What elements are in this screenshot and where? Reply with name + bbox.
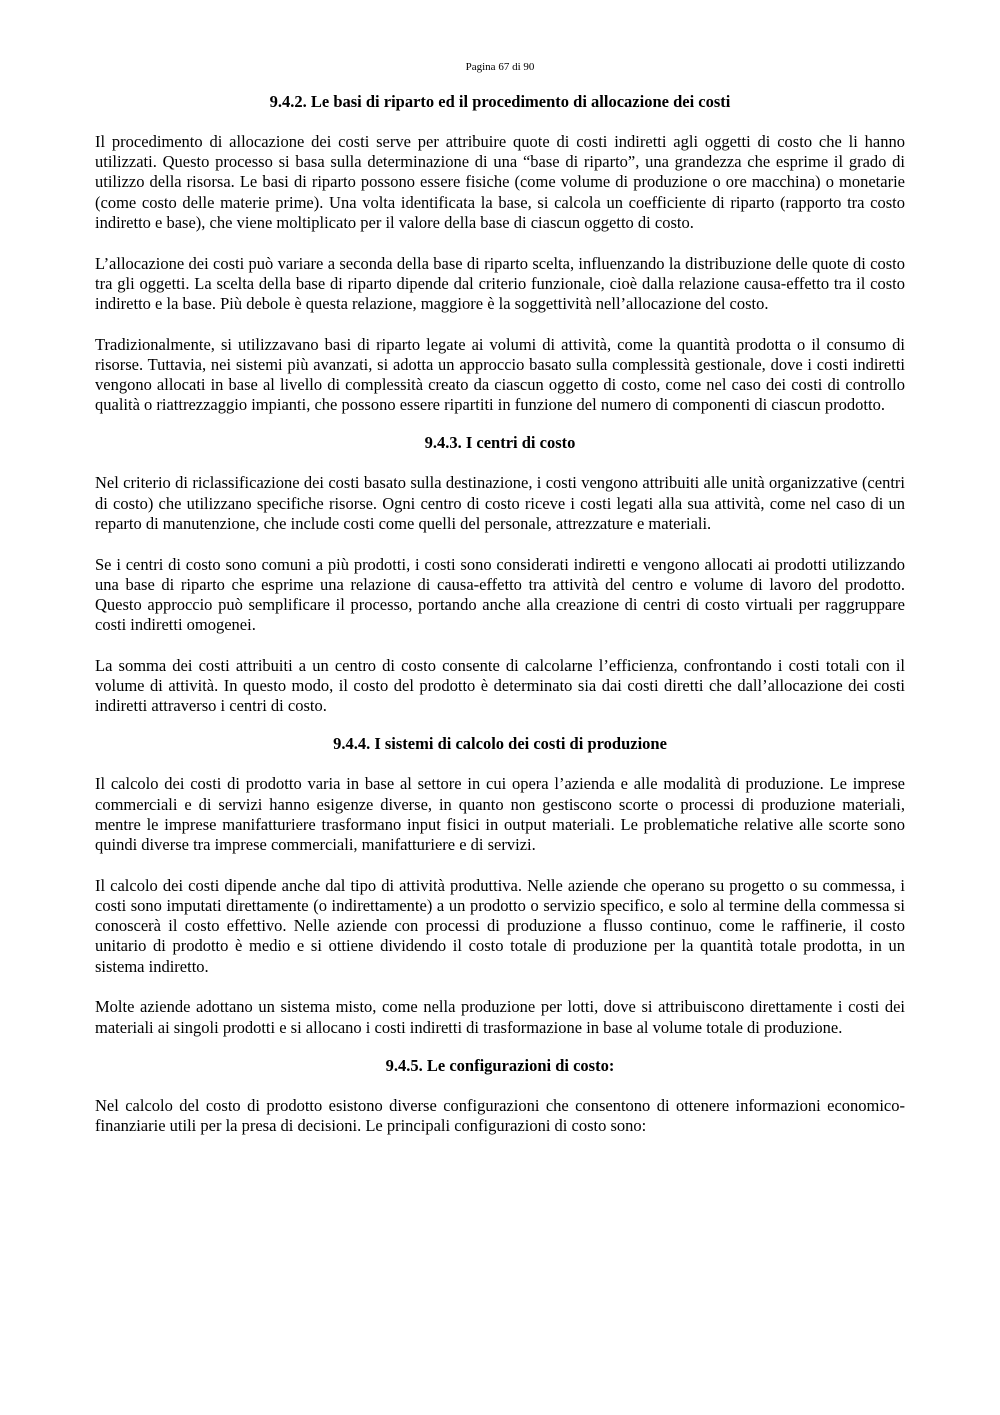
page-number: Pagina 67 di 90: [465, 61, 535, 73]
section-9-4-3: [95, 433, 905, 716]
section-9-4-2: [95, 92, 905, 415]
page-content: [95, 92, 905, 1157]
section-heading: 9.4.2. Le basi di riparto ed il procedimento di allocazione dei costi: [269, 92, 731, 111]
paragraph: Molte aziende adottano un sistema misto, come nella produzione per lotti, dove si attribuiscono direttamente i costi dei materiali ai singoli prodotti e si allocano i costi indiretti di trasformazione in base al volume totale di produzione.: [95, 997, 905, 1037]
paragraph: Il procedimento di allocazione dei costi serve per attribuire quote di costi indiretti agli oggetti di costo che li hanno utilizzati. Questo processo si basa sulla determinazione di una “base di riparto”, una grandezza che esprime il grado di utilizzo della risorsa. Le basi di riparto possono essere fisiche (come volume di produzione o ore macchina) o monetarie (come costo delle materie prime). Una volta identificata la base, si calcola un coefficiente di riparto (rapporto tra costo indiretto e base), che viene moltiplicato per il valore della base di ciascun oggetto di costo.: [95, 132, 905, 232]
paragraph: Il calcolo dei costi dipende anche dal tipo di attività produttiva. Nelle aziende che operano su progetto o su commessa, i costi sono imputati direttamente (o indirettamente) a un prodotto o servizio specifico, e solo al termine della commessa si conoscerà il costo effettivo. Nelle aziende con processi di produzione a flusso continuo, come le raffinerie, il costo unitario di prodotto è medio e si ottiene dividendo il costo totale di produzione per la quantità totale prodotta, in un sistema indiretto.: [95, 875, 905, 976]
paragraph: Il calcolo dei costi di prodotto varia in base al settore in cui opera l’azienda e alle modalità di produzione. Le imprese commerciali e di servizi hanno esigenze diverse, in quanto non gestiscono scorte o processi di produzione materiali, mentre le imprese manifatturiere trasformano input fisici in output materiali. Le problematiche relative alle scorte sono quindi diverse tra imprese commerciali, manifatturiere e di servizi.: [95, 774, 905, 855]
paragraph: Se i centri di costo sono comuni a più prodotti, i costi sono considerati indiretti e vengono allocati ai prodotti utilizzando una base di riparto che esprime una relazione di causa-effetto tra attività del centro e volume di lavoro del prodotto. Questo approccio può semplificare il processo, portando anche alla creazione di centri di costo virtuali per raggruppare costi indiretti omogenei.: [95, 554, 905, 635]
paragraph: Tradizionalmente, si utilizzavano basi di riparto legate ai volumi di attività, come la quantità prodotta o il consumo di risorse. Tuttavia, nei sistemi più avanzati, si adotta un approccio basato sulla complessità gestionale, dove i costi indiretti vengono allocati in base al livello di complessità creato da ciascun oggetto di costo, come nel caso dei costi di controllo qualità o riattrezzaggio impianti, che possono essere ripartiti in funzione del numero di componenti di ciascun prodotto.: [95, 334, 905, 415]
section-heading: 9.4.5. Le configurazioni di costo:: [385, 1055, 615, 1075]
section-heading: 9.4.4. I sistemi di calcolo dei costi di produzione: [333, 734, 667, 754]
paragraph: Nel calcolo del costo di prodotto esistono diverse configurazioni che consentono di ottenere informazioni economico-finanziarie utili per la presa di decisioni. Le principali configurazioni di costo sono:: [95, 1095, 905, 1135]
paragraph: L’allocazione dei costi può variare a seconda della base di riparto scelta, influenzando la distribuzione delle quote di costo tra gli oggetti. La scelta della base di riparto dipende dal criterio funzionale, cioè dalla relazione causa-effetto tra il costo indiretto e la base. Più debole è questa relazione, maggiore è la soggettività nell’allocazione del costo.: [95, 253, 905, 313]
section-heading: 9.4.3. I centri di costo: [424, 433, 576, 453]
paragraph: Nel criterio di riclassificazione dei costi basato sulla destinazione, i costi vengono attribuiti alle unità organizzative (centri di costo) che utilizzano specifiche risorse. Ogni centro di costo riceve i costi legati alla sua attività, come nel caso di un reparto di manutenzione, che include costi come quelli del personale, attrezzature e materiali.: [95, 473, 905, 533]
section-9-4-4: [95, 734, 905, 1037]
paragraph: La somma dei costi attribuiti a un centro di costo consente di calcolarne l’efficienza, confrontando i costi totali con il volume di attività. In questo modo, il costo del prodotto è determinato sia dai costi diretti che dall’allocazione dei costi indiretti attraverso i centri di costo.: [95, 655, 905, 716]
section-9-4-5: [95, 1056, 905, 1136]
